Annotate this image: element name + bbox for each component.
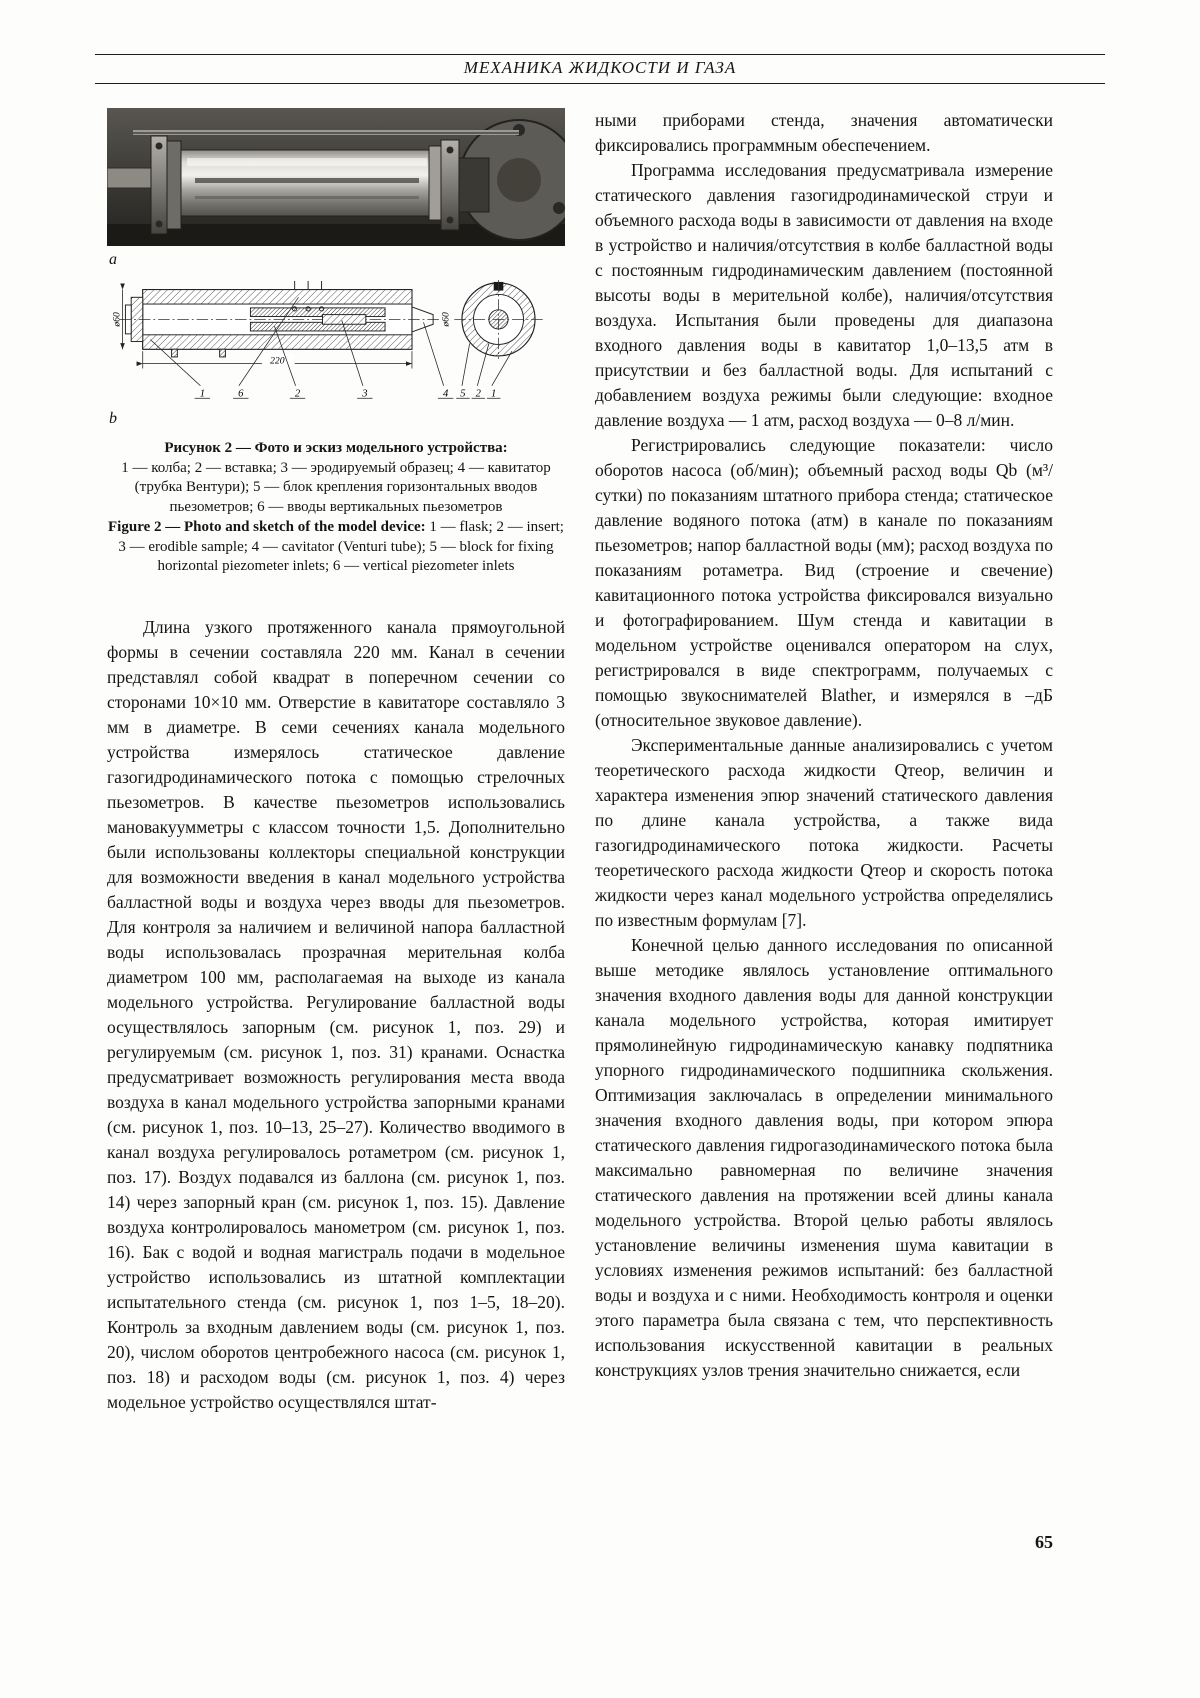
figure-caption-en [107, 518, 565, 577]
sketch-dia-left: ø60 [111, 312, 123, 327]
figure-caption-en-title: Figure 2 — Photo and sketch of the model device: [108, 519, 426, 535]
sketch-callout-6: 6 [238, 388, 244, 400]
sketch-label-b: b [109, 410, 117, 427]
sketch-callout-1: 1 [199, 388, 205, 400]
figure-caption [107, 439, 565, 577]
right-column [595, 108, 1053, 1383]
sketch-callout-4: 4 [442, 388, 449, 400]
sketch-dim-length: 220 [270, 355, 285, 367]
paragraph: ными приборами стенда, значения автоматически фиксировались программным обеспечением. [595, 110, 1053, 155]
device-sketch [107, 280, 565, 405]
running-head: МЕХАНИКА ЖИДКОСТИ И ГАЗА [95, 54, 1105, 84]
paragraph: Экспериментальные данные анализировались с учетом теоретического расхода жидкости Qтеор, величин и характера изменения эпюр значений статического давления по длине канала устройства, а также вида газогидродинамического потока жидкости. Расчеты теоретического расхода жидкости Qтеор и скорость потока жидкости через канал модельного устройства определялись по известным формулам [7]. [595, 735, 1053, 930]
figure-caption-ru-body: 1 — колба; 2 — вставка; 3 — эродируемый образец; 4 — кавитатор (трубка Вентури); 5 — блок крепления горизонтальных вводов пьезометров; 6 — вводы вертикальных пьезометров [121, 459, 551, 515]
sketch-dia-right: ø60 [440, 312, 452, 327]
figure-caption-en-body: 1 — flask; 2 — insert; 3 — erodible sample; 4 — cavitator (Venturi tube); 5 — block for fixing horizontal piezometer inlets; 6 — vertical piezometer inlets [118, 519, 564, 574]
sketch-callout-3: 3 [362, 388, 368, 400]
left-column-text [107, 615, 565, 1415]
paragraph: Регистрировались следующие показатели: число оборотов насоса (об/мин); объемный расход воды Qb (м³/сутки) по показаниям штатного прибора стенда; статическое давление водяного потока (атм) в канале по показаниям пьезометров; напор балластной воды (мм); расход воздуха по показаниям ротаметра. Вид (строение и свечение) кавитационного потока устройства фиксировался визуально и фотографированием. Шум стенда и кавитации в модельном устройстве оценивался оператором на слух, регистрировался в виде спектрограмм, получаемых с помощью звукоснимателей Blather, и измерялся в –дБ (относительное звуковое давление). [595, 435, 1053, 730]
sketch-callout-2: 2 [294, 388, 301, 400]
device-sketch-drawing [107, 280, 565, 405]
photo-label-a: a [109, 251, 117, 268]
left-column [107, 108, 565, 1415]
sketch-callout-2b: 2 [475, 388, 481, 400]
device-photo [107, 108, 565, 246]
sketch-callout-1b: 1 [491, 388, 497, 400]
paragraph: Программа исследования предусматривала измерение статического давления газогидродинамической струи и объемного расхода воды в зависимости от давления на входе в устройство и наличия/отсутствия в колбе балластной воды с постоянным гидродинамическим давлением (постоянной высоты воды в мерительной колбе), наличия/отсутствия воздуха. Испытания были проведены для диапазона входного давления воды в кавитатор 1,0–13,5 атм в присутствии и без балластной воды. Для испытаний с добавлением воздуха режимы были следующие: входное давление воздуха — 1 атм, расход воздуха — 0–8 л/мин. [595, 160, 1053, 430]
sketch-callout-5: 5 [460, 388, 466, 400]
paragraph: Конечной целью данного исследования по описанной выше методике являлось установление оптимального значения входного давления воды для данной конструкции канала модельного устройства, которая имитирует прямолинейную гидродинамическую канавку подпятника упорного гидродинамического подшипника скольжения. Оптимизация заключалась в определении минимального значения входного давления воды, при котором эпюра статического давления гидрогазодинамического потока была максимально равномерная по величине значения статического давления на протяжении всей длины канала модельного устройства. Второй целью работы являлось установление величины изменения шума кавитации в условиях изменения режимов испытаний: без балластной воды и воздуха и с ними. Необходимость контроля и оценки этого параметра была связана с тем, что перспективность использования искусственной кавитации в реальных конструкциях узлов трения значительно снижается, если [595, 935, 1053, 1380]
figure-caption-ru-title: Рисунок 2 — Фото и эскиз модельного устройства: [164, 440, 508, 456]
device-photo-image [107, 108, 565, 246]
paragraph: Длина узкого протяженного канала прямоугольной формы в сечении составляла 220 мм. Канал в сечении представлял собой квадрат в поперечном сечении со сторонами 10×10 мм. Отверстие в кавитаторе составляло 3 мм в диаметре. В семи сечениях канала модельного устройства измерялось статическое давление газогидродинамического потока с помощью стрелочных пьезометров. В качестве пьезометров использовались мановакуумметры с классом точности 1,5. Дополнительно были использованы коллекторы специальной конструкции для возможности введения в канал модельного устройства балластной воды и воздуха через вводы для пьезометров. Для контроля за наличием и величиной напора балластной воды использовалась прозрачная мерительная колба диаметром 100 мм, располагаемая на выходе из канала модельного устройства. Регулирование балластной воды осуществлялось запорным (см. рисунок 1, поз. 29) и регулируемым (см. рисунок 1, поз. 31) кранами. Оснастка предусматривает возможность регулирования места ввода воздуха в канал модельного устройства запорными кранами (см. рисунок 1, поз. 10–13, 25–27). Количество вводимого в канал воздуха регулировалось ротаметром (см. рисунок 1, поз. 17). Воздух подавался из баллона (см. рисунок 1, поз. 14) через запорный кран (см. рисунок 1, поз. 15). Давление воздуха контролировалось манометром (см. рисунок 1, поз. 16). Бак с водой и водная магистраль подачи в модельное устройство использовались из штатной комплектации испытательного стенда (см. рисунок 1, поз 1–5, 18–20). Контроль за входным давлением воды (см. рисунок 1, поз. 20), числом оборотов центробежного насоса (см. рисунок 1, поз. 18) и расходом воды (см. рисунок 1, поз. 4) через модельное устройство осуществлялся штат- [107, 616, 565, 1412]
page-number: 65 [1035, 1532, 1053, 1552]
